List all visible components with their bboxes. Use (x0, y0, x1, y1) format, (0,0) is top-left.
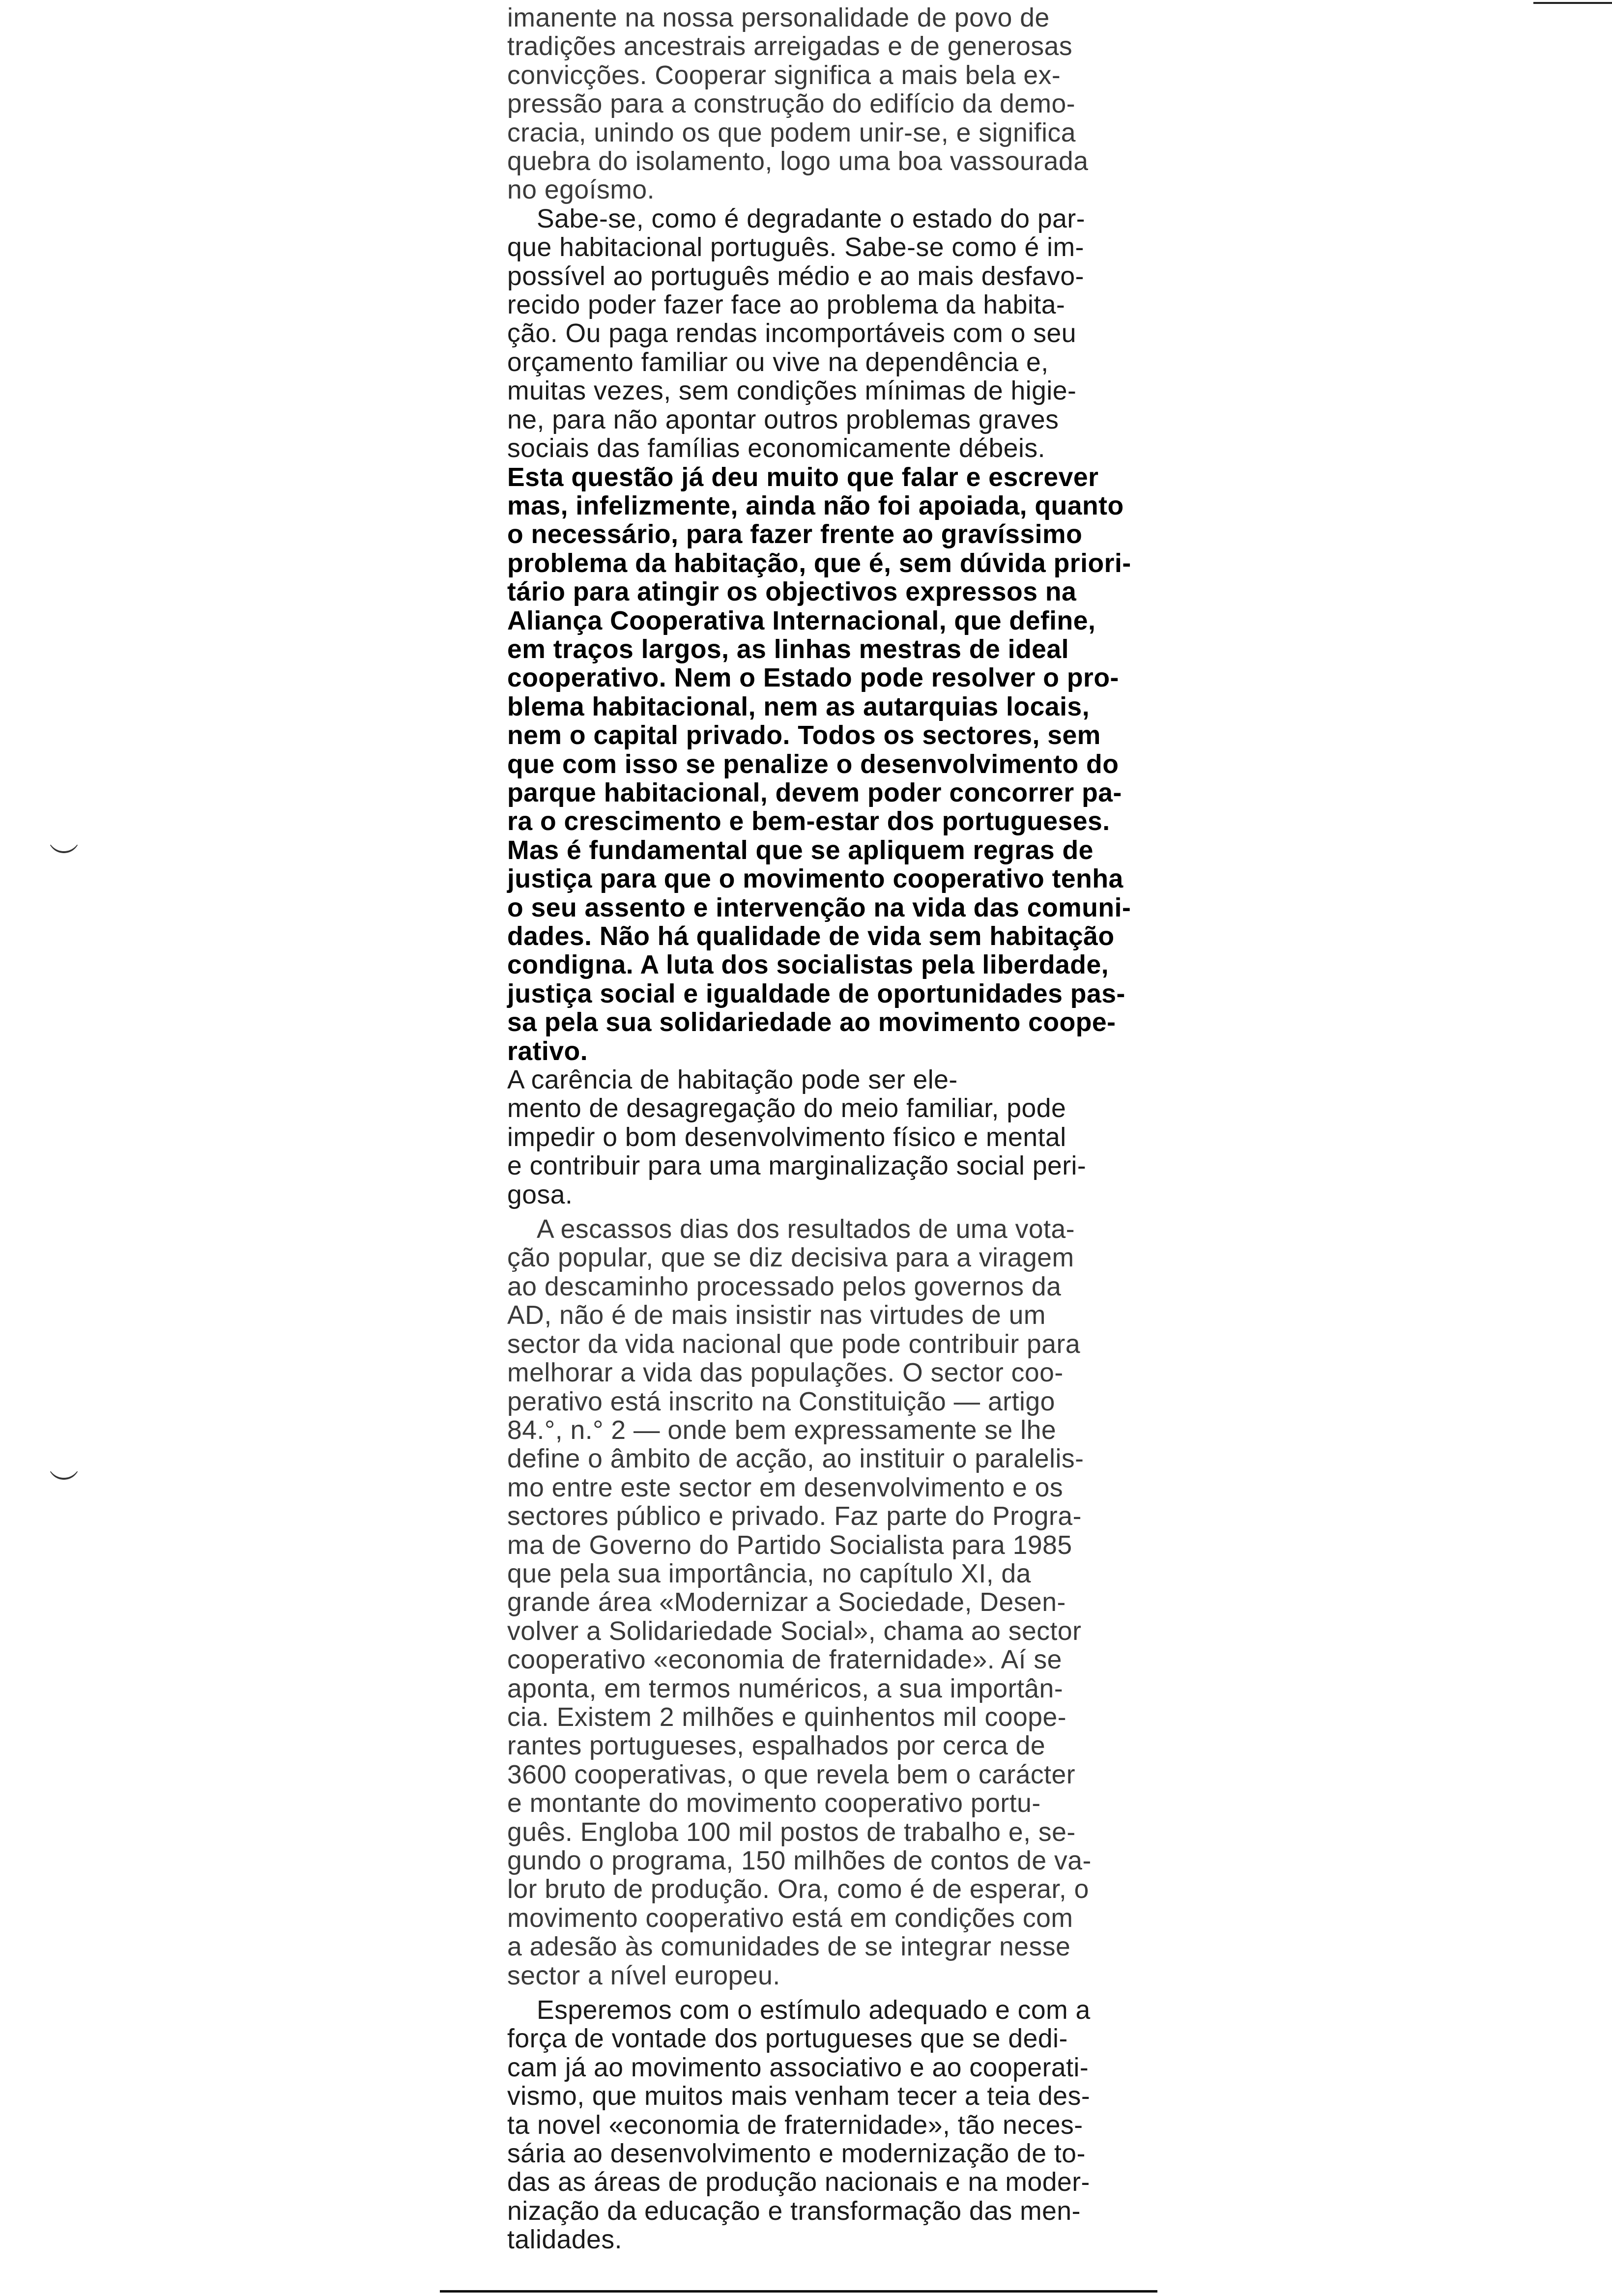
paragraph-2c: A carência de habitação pode ser ele- mento de desagregação do meio familiar, pode impedir o bom desenvolvimento físico e mental e contribuir para uma marginalização social peri- gosa. (507, 1065, 1087, 1209)
top-edge-rule (1533, 2, 1612, 4)
paragraph-1: imanente na nossa personalidade de povo de tradições ancestrais arreigadas e de generosas convicções. Cooperar significa a mais bela ex- pressão para a construção do edifício da demo- cracia, unindo os que podem unir-se, e significa quebra do isolamento, logo uma boa vassourada no egoísmo. (507, 3, 1089, 205)
paragraph-2b: Esta questão já deu muito que falar e escrever mas, infelizmente, ainda não foi apoiada, quanto o necessário, para fazer frente ao gravíssimo problema da habitação, que é, sem dúvida priori- tário para atingir os objectivos expressos na Aliança Cooperativa Internacional, que define, em traços largos, as linhas mestras de ideal cooperativo. Nem o Estado pode resolver o pro- blema habitacional, nem as autarquias locais, nem o capital privado. Todos os sectores, sem que com isso se penalize o desenvolvimento do parque habitacional, devem poder concorrer pa- ra o crescimento e bem-estar dos portugueses. Mas é fundamental que se apliquem regras de justiça para que o movimento cooperativo tenha o seu assento e intervenção na vida das comuni- dades. Não há qualidade de vida sem habitação condigna. A luta dos socialistas pela liberdade, justiça social e igualdade de oportunidades pas- sa pela sua solidariedade ao movimento coope- rativo. (507, 462, 1131, 1066)
paragraph-2a: Sabe-se, como é degradante o estado do par- que habitacional português. Sabe-se como é im- possível ao português médio e ao mais desfavo- recido poder fazer face ao problema da habita- ção. Ou paga rendas incomportáveis com o seu orçamento familiar ou vive na dependência e, muitas vezes, sem condições mínimas de higie- ne, para não apontar outros problemas graves sociais das famílias economicamente débeis. (507, 204, 1086, 463)
article-column (507, 4, 1150, 2255)
binding-mark: ︶ (49, 1468, 79, 1503)
paragraph-3: A escassos dias dos resultados de uma vota- ção popular, que se diz decisiva para a viragem ao descaminho processado pelos governos da AD, não é de mais insistir nas virtudes de um sector da vida nacional que pode contribuir para melhorar a vida das populações. O sector coo- perativo está inscrito na Constituição — artigo 84.°, n.° 2 — onde bem expressamente se lhe define o âmbito de acção, ao instituir o paralelis- mo entre este sector em desenvolvimento e os sectores público e privado. Faz parte do Progra- ma de Governo do Partido Socialista para 1985 que pela sua importância, no capítulo XI, da grande área «Modernizar a Sociedade, Desen- volver a Solidariedade Social», chama ao sector cooperativo «economia de fraternidade». Aí se aponta, em termos numéricos, a sua importân- cia. Existem 2 milhões e quinhentos mil coope- rantes portugueses, espalhados por cerca de 3600 cooperativas, o que revela bem o carácter e montante do movimento cooperativo portu- guês. Engloba 100 mil postos de trabalho e, se- gundo o programa, 150 milhões de contos de va- lor bruto de produção. Ora, como é de esperar, o movimento cooperativo está em condições com a adesão às comunidades de se integrar nesse sector a nível europeu. (507, 1215, 1092, 1990)
binding-mark: ︶ (49, 842, 79, 876)
bottom-rule (440, 2290, 1157, 2293)
paragraph-4: Esperemos com o estímulo adequado e com a força de vontade dos portugueses que se dedi- cam já ao movimento associativo e ao cooperati- vismo, que muitos mais venham tecer a teia des- ta novel «economia de fraternidade», tão neces- sária ao desenvolvimento e modernização de to- das as áreas de produção nacionais e na moder- nização da educação e transformação das men- talidades. (507, 1996, 1091, 2255)
